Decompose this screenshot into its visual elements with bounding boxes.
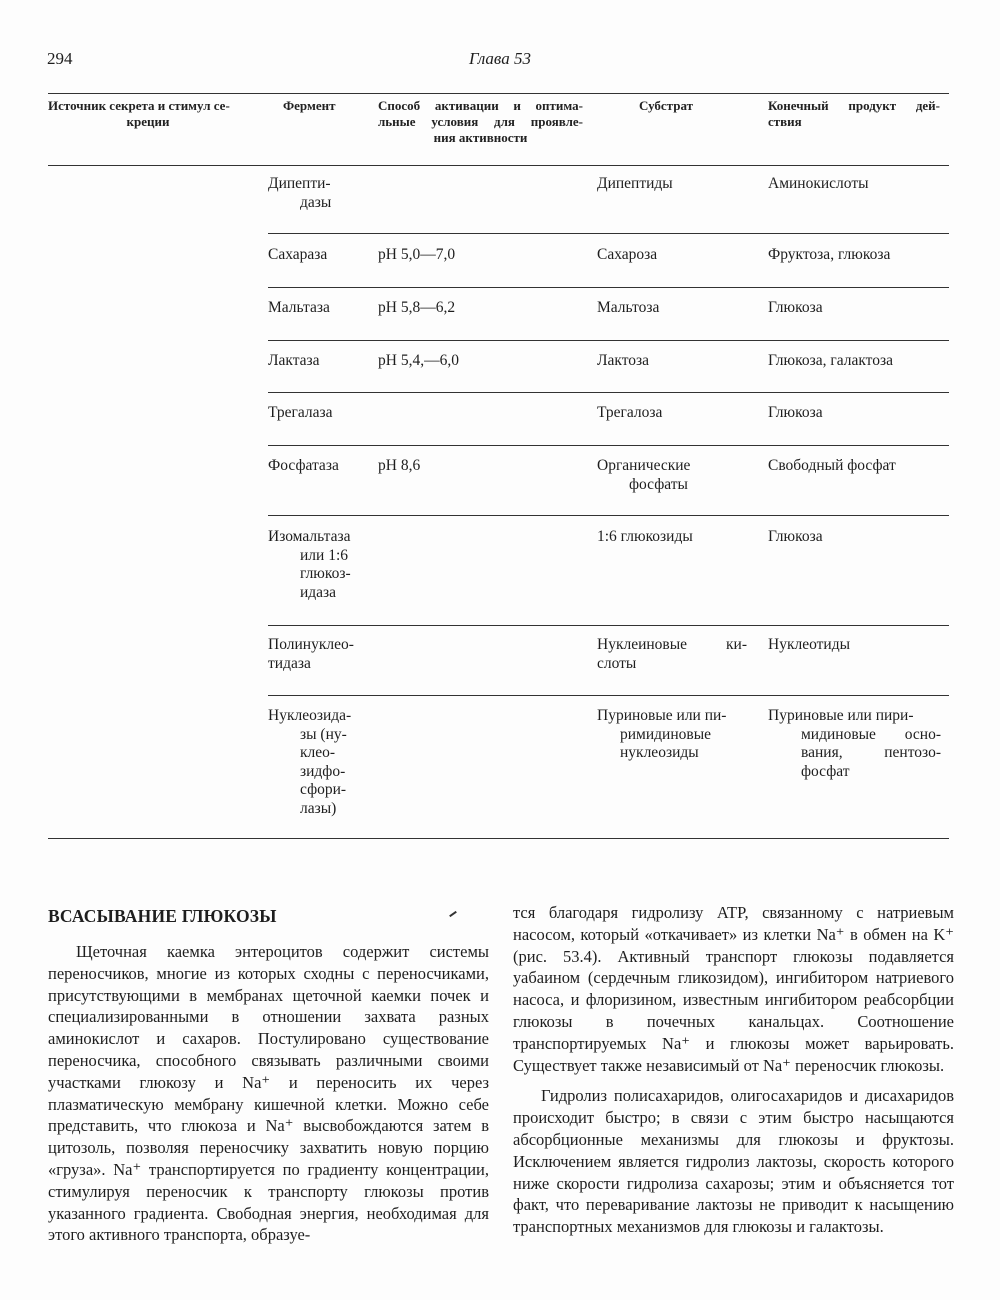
text-column-left — [48, 941, 489, 1246]
cell-product: Нуклеотиды — [768, 636, 851, 653]
header-line: Субстрат — [639, 98, 693, 113]
cell-product: Глюкоза, галактоза — [768, 352, 893, 369]
cell-line: Пуриновые или пи- — [597, 707, 727, 724]
cell-product: Глюкоза — [768, 404, 823, 421]
cell-activation: pH 5,4,—6,0 — [378, 352, 459, 369]
header-line: ствия — [768, 114, 802, 129]
cell-line: нуклеозиды — [620, 744, 699, 761]
row-rule — [268, 445, 949, 446]
paragraph: Гидролиз полисахаридов, олигосахаридов и дисахаридов происходит быстро; в связи с этим быстро насыщаются абсорбционные механизмы для глюкозы и фруктозы. Исключением является гидролиз лактозы, скорость которого ниже скорости гидролиза сахарозы; этим и объясняется тот факт, что переваривание лактозы не приводит к насыщению транспортных механизмов для глюкозы и галактозы. — [513, 1086, 954, 1237]
row-rule — [268, 233, 949, 234]
cell-product: Глюкоза — [768, 528, 823, 545]
header-line: креции — [126, 114, 170, 129]
table-top-rule — [48, 93, 949, 94]
paragraph: тся благодаря гидролизу ATP, связанному с натриевым насосом, который «откачивает» из клетки Na⁺ в обмен на K⁺ (рис. 53.4). Активный транспорт глюкозы подавляется уабаином (сердечным гликозидом), ингибитором натриевого насоса, и флоризином, известным ингибитором реабсорбции глюкозы в почечных канальцах. Соотношение транспортируемых Na⁺ и глюкозы может варьировать. Существует также независимый от Na⁺ переносчик глюкозы. — [513, 903, 954, 1075]
cell-substrate — [597, 457, 745, 494]
cell-substrate: 1:6 глюкозиды — [597, 528, 693, 545]
header-source — [48, 98, 248, 130]
cell-enzyme — [268, 175, 368, 212]
row-rule — [268, 392, 949, 393]
cell-substrate: Мальтоза — [597, 299, 660, 316]
cell-substrate: Дипептиды — [597, 175, 673, 192]
table-header-rule — [48, 165, 949, 166]
cell-enzyme: Сахараза — [268, 246, 328, 263]
header-line: ния активности — [433, 130, 528, 145]
cell-line: мидиновые осно- — [801, 725, 941, 743]
cell-activation: pH 5,8—6,2 — [378, 299, 456, 316]
cell-line: слоты — [597, 654, 637, 672]
cell-activation: pH 8,6 — [378, 457, 421, 474]
cell-line: глюкоз- — [300, 565, 351, 582]
cell-line: идаза — [300, 583, 337, 601]
header-line: Способ активации и оптима- — [378, 98, 583, 113]
header-line: Конечный продукт дей- — [768, 98, 940, 113]
page-number: 294 — [47, 49, 73, 68]
cell-line: клео- — [300, 744, 336, 761]
cell-product — [768, 707, 941, 781]
stray-mark-icon — [449, 911, 457, 917]
cell-enzyme: Мальтаза — [268, 299, 330, 316]
header-line: Фермент — [283, 98, 336, 113]
cell-line: Нуклеозида- — [268, 707, 352, 724]
header-line: льные условия для проявле- — [378, 114, 583, 129]
cell-line: Полинуклео- — [268, 636, 354, 653]
cell-enzyme — [268, 707, 368, 818]
cell-enzyme — [268, 636, 368, 673]
cell-line: Органические — [597, 457, 691, 474]
cell-product: Аминокислоты — [768, 175, 869, 192]
cell-line: или 1:6 — [300, 546, 349, 564]
cell-line: Дипепти- — [268, 175, 331, 192]
paragraph: Щеточная каемка энтероцитов содержит системы переносчиков, многие из которых сходны с переносчиками, присутствующими в мембранах щеточной каемки почек и специализированными в отношении захвата разных аминокислот и сахаров. Постулировано существование переносчика, способного связывать различными своими участками глюкозу и Na⁺ и переносить их через плазматическую мембрану кишечной клетки. Можно себе представить, что глюкоза и Na⁺ высвобождаются затем в цитозоль, позволяя переносчику захватить новую порцию «груза». Na⁺ транспортируется по градиенту концентрации, стимулируя переносчик к транспорту глюкозы против указанного градиента. Свободная энергия, необходимая для этого активного транспорта, образуе- — [48, 942, 489, 1245]
running-head: Глава 53 — [469, 49, 531, 68]
row-rule — [268, 695, 949, 696]
cell-product: Фруктоза, глюкоза — [768, 246, 891, 263]
cell-line: Изомальтаза — [268, 528, 351, 545]
text-column-right — [513, 902, 954, 1238]
row-rule — [268, 515, 949, 516]
header-line: Источник секрета и стимул се- — [48, 98, 230, 113]
cell-substrate: Сахароза — [597, 246, 658, 263]
header-product — [768, 98, 940, 130]
cell-enzyme — [268, 528, 368, 602]
cell-product: Свободный фосфат — [768, 457, 896, 474]
cell-substrate — [597, 636, 747, 673]
cell-activation: pH 5,0—7,0 — [378, 246, 456, 263]
cell-line: тидаза — [268, 654, 311, 672]
header-enzyme — [283, 98, 335, 114]
table-bottom-rule — [48, 838, 949, 839]
cell-line: римидиновые — [620, 725, 711, 743]
cell-line: Нуклеиновые ки- — [597, 636, 747, 653]
row-rule — [268, 340, 949, 341]
cell-line: сфори- — [300, 781, 347, 798]
cell-substrate: Трегалоза — [597, 404, 663, 421]
header-activation — [378, 98, 583, 146]
cell-substrate — [597, 707, 747, 763]
cell-line: зидфо- — [300, 762, 346, 780]
section-title: ВСАСЫВАНИЕ ГЛЮКОЗЫ — [48, 906, 277, 926]
header-substrate — [639, 98, 693, 114]
cell-line: зы (ну- — [300, 725, 347, 743]
cell-line: вания, пентозо- — [801, 744, 941, 761]
row-rule — [268, 625, 949, 626]
cell-substrate: Лактоза — [597, 352, 650, 369]
cell-enzyme: Трегалаза — [268, 404, 333, 421]
row-rule — [268, 287, 949, 288]
cell-line: фосфаты — [629, 475, 688, 493]
cell-enzyme: Лактаза — [268, 352, 320, 369]
cell-product: Глюкоза — [768, 299, 823, 316]
cell-line: лазы) — [300, 799, 337, 817]
cell-enzyme: Фосфатаза — [268, 457, 339, 474]
cell-line: Пуриновые или пири- — [768, 707, 914, 724]
cell-line: фосфат — [801, 762, 850, 780]
cell-line: дазы — [300, 193, 332, 211]
